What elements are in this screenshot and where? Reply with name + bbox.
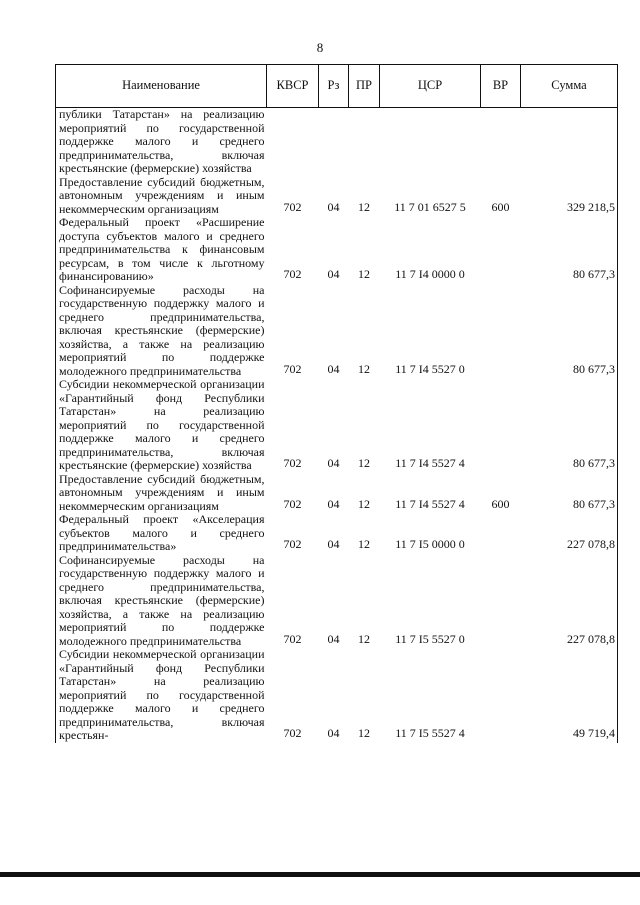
row-rz [319,108,349,176]
row-name: публики Татарстан» на реализацию мероприятий по государственной поддержке малого и среднего предпринимательства, включая крестьянские (фермерские) хозяйства [56,108,267,176]
row-csr: 11 7 I4 5527 4 [395,456,465,470]
row-kvsr: 702 [283,361,302,376]
header-pr: ПР [349,65,380,108]
table-row [56,554,618,649]
row-name: Софинансируемые расходы на государственную поддержку малого и среднего предпринимательства, включая крестьянские (фермерские) хозяйства, а также на реализацию мероприятий по поддержке молодежного предпринимательства [56,554,267,649]
row-sum: 227 078,8 [521,513,618,554]
row-csr: 11 7 01 6527 5 [394,199,466,214]
table-row [56,473,618,514]
row-pr: 12 [358,267,370,281]
row-pr: 12 [358,456,370,470]
row-vr [481,216,521,284]
table-header-row [56,65,618,108]
header-csr: ЦСР [380,65,481,108]
row-name: Предоставление субсидий бюджетным, автономным учреждениям и иным некоммерческим организациям [56,176,267,217]
row-rz: 04 [327,361,340,376]
row-kvsr: 702 [283,199,302,214]
row-csr: 11 7 I4 0000 0 [395,267,465,281]
row-kvsr: 702 [283,267,302,281]
row-name: Субсидии некоммерческой организации «Гарантийный фонд Республики Татарстан» на реализацию мероприятий по государственной поддержке малого и среднего предпринимательства, включая крестьянские (фермерские) хозяйства [56,378,267,473]
table-row [56,176,618,217]
table-row [56,513,618,554]
row-name: Федеральный проект «Расширение доступа субъектов малого и среднего предпринимательства к финансовым ресурсам, в том числе к льготному финансированию» [56,216,267,284]
row-rz: 04 [327,496,340,511]
row-name: Федеральный проект «Акселерация субъектов малого и среднего предпринимательства» [56,513,267,554]
row-kvsr: 702 [283,456,302,470]
row-sum: 80 677,3 [521,473,618,514]
row-pr [349,108,380,176]
header-vr: ВР [481,65,521,108]
row-sum: 329 218,5 [521,176,618,217]
row-csr: 11 7 I5 0000 0 [395,537,465,551]
row-pr: 12 [358,631,370,646]
row-sum [521,108,618,176]
row-sum: 80 677,3 [521,378,618,473]
row-vr [481,108,521,176]
row-vr [481,284,521,379]
row-pr: 12 [358,361,370,376]
scan-edge-bar [0,872,640,877]
row-csr: 11 7 I5 5527 4 [395,726,465,740]
table-row [56,216,618,284]
row-kvsr: 702 [283,726,302,740]
row-name: Предоставление субсидий бюджетным, автономным учреждениям и иным некоммерческим организациям [56,473,267,514]
row-kvsr: 702 [283,631,302,646]
row-pr: 12 [358,726,370,740]
table-row [56,648,618,743]
row-rz: 04 [327,199,340,214]
row-pr: 12 [358,199,370,214]
header-sum: Сумма [521,65,618,108]
row-vr: 600 [491,496,510,511]
row-vr [481,648,521,743]
row-rz: 04 [327,456,340,470]
table-row [56,108,618,176]
budget-table [55,64,618,743]
table-row [56,284,618,379]
row-sum: 49 719,4 [521,648,618,743]
row-vr [481,513,521,554]
row-pr: 12 [358,496,370,511]
row-kvsr: 702 [283,537,302,551]
row-pr: 12 [358,537,370,551]
header-rz: Рз [319,65,349,108]
row-csr: 11 7 I5 5527 0 [395,631,465,646]
row-rz: 04 [327,537,340,551]
row-vr [481,378,521,473]
header-name: Наименование [56,65,267,108]
row-vr: 600 [491,199,510,214]
row-rz: 04 [327,726,340,740]
row-sum: 80 677,3 [521,216,618,284]
row-kvsr: 702 [283,496,302,511]
row-sum: 227 078,8 [521,554,618,649]
row-sum: 80 677,3 [521,284,618,379]
row-name: Субсидии некоммерческой организации «Гарантийный фонд Республики Татарстан» на реализацию мероприятий по государственной поддержке малого и среднего предпринимательства, включая крестьян- [56,648,267,743]
row-rz: 04 [327,631,340,646]
header-kvsr: КВСР [267,65,319,108]
row-csr: 11 7 I4 5527 0 [395,361,465,376]
page-number: 8 [316,40,324,55]
row-csr: 11 7 I4 5527 4 [395,496,465,511]
row-kvsr [267,108,319,176]
table-row [56,378,618,473]
row-name: Софинансируемые расходы на государственную поддержку малого и среднего предпринимательства, включая крестьянские (фермерские) хозяйства, а также на реализацию мероприятий по поддержке молодежного предпринимательства [56,284,267,379]
row-rz: 04 [327,267,340,281]
row-vr [481,554,521,649]
row-csr [380,108,481,176]
